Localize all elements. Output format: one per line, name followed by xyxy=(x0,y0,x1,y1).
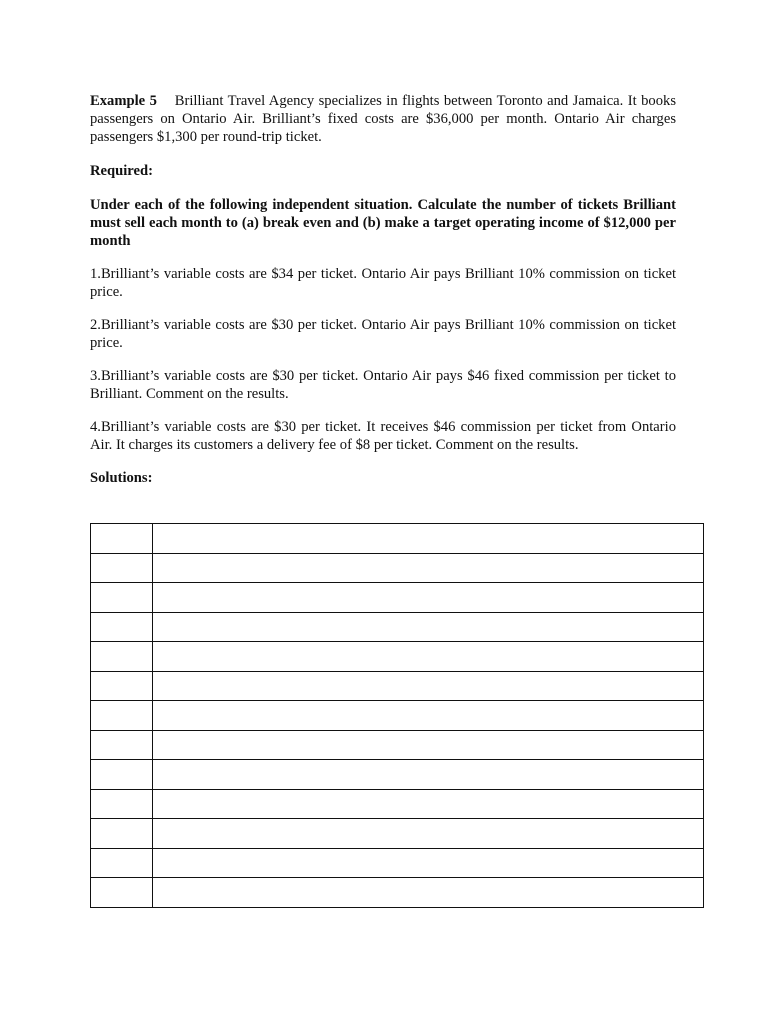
table-cell xyxy=(153,701,704,731)
table-cell xyxy=(153,612,704,642)
situation-item-3: 3.Brilliant’s variable costs are $30 per ticket. Ontario Air pays $46 fixed commission per ticket to Brilliant. Comment on the results. xyxy=(90,368,676,402)
table-row xyxy=(91,671,704,701)
table-row xyxy=(91,878,704,908)
table-cell xyxy=(91,819,153,849)
table-row xyxy=(91,730,704,760)
document-page xyxy=(90,92,676,487)
required-heading: Required: xyxy=(90,163,153,179)
table-cell xyxy=(153,819,704,849)
table-cell xyxy=(91,760,153,790)
table-cell xyxy=(91,789,153,819)
table-row xyxy=(91,760,704,790)
table-cell xyxy=(153,789,704,819)
situation-item-4: 4.Brilliant’s variable costs are $30 per ticket. It receives $46 commission per ticket from Ontario Air. It charges its customers a delivery fee of $8 per ticket. Comment on the results. xyxy=(90,419,676,453)
table-row xyxy=(91,819,704,849)
table-cell xyxy=(153,848,704,878)
table-cell xyxy=(153,671,704,701)
table-cell xyxy=(91,730,153,760)
table-cell xyxy=(91,642,153,672)
table-cell xyxy=(91,878,153,908)
table-cell xyxy=(91,848,153,878)
table-cell xyxy=(91,612,153,642)
table-row xyxy=(91,553,704,583)
table-row xyxy=(91,612,704,642)
table-row xyxy=(91,701,704,731)
solutions-heading: Solutions: xyxy=(90,470,153,486)
table-cell xyxy=(91,671,153,701)
table-row xyxy=(91,848,704,878)
example-label: Example 5 xyxy=(90,93,157,109)
situation-item-2: 2.Brilliant’s variable costs are $30 per ticket. Ontario Air pays Brilliant 10% commission on ticket price. xyxy=(90,317,676,351)
intro-text: Brilliant Travel Agency specializes in flights between Toronto and Jamaica. It books passengers on Ontario Air. Brilliant’s fixed costs are $36,000 per month. Ontario Air charges passengers $1,300 per round-trip ticket. xyxy=(90,93,676,145)
table-cell xyxy=(153,730,704,760)
table-cell xyxy=(91,701,153,731)
table-cell xyxy=(91,583,153,613)
table-cell xyxy=(153,878,704,908)
solutions-table-body xyxy=(91,524,704,908)
table-cell xyxy=(153,583,704,613)
table-row xyxy=(91,583,704,613)
table-cell xyxy=(153,553,704,583)
table-cell xyxy=(91,553,153,583)
instruction-paragraph: Under each of the following independent situation. Calculate the number of tickets Brilliant must sell each month to (a) break even and (b) make a target operating income of $12,000 per month xyxy=(90,197,676,249)
intro-paragraph xyxy=(90,92,676,146)
table-row xyxy=(91,524,704,554)
table-cell xyxy=(153,642,704,672)
table-cell xyxy=(91,524,153,554)
situation-item-1: 1.Brilliant’s variable costs are $34 per ticket. Ontario Air pays Brilliant 10% commission on ticket price. xyxy=(90,266,676,300)
table-cell xyxy=(153,524,704,554)
solutions-table xyxy=(90,523,704,908)
table-row xyxy=(91,642,704,672)
table-cell xyxy=(153,760,704,790)
table-row xyxy=(91,789,704,819)
